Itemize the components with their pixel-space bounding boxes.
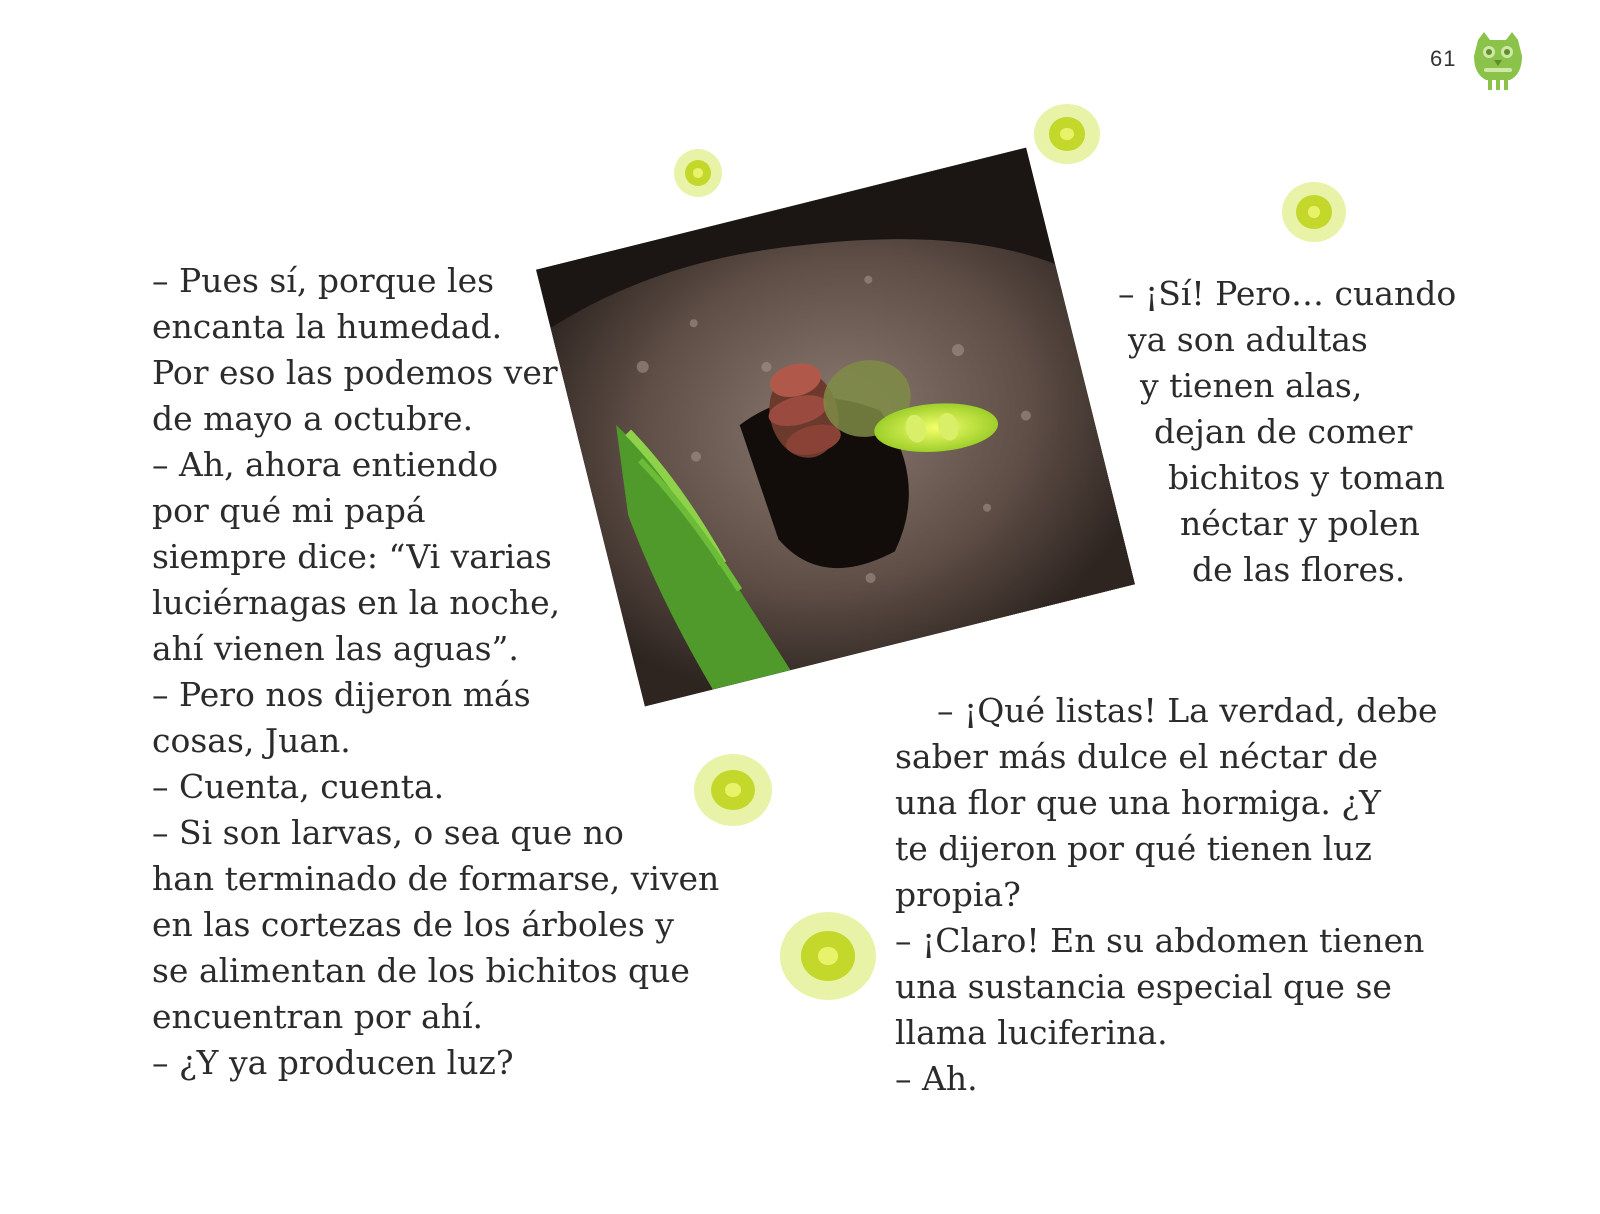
firefly-glow-icon (780, 912, 876, 1000)
text-line: – ¡Claro! En su abdomen tienen (895, 921, 1425, 960)
text-line: cosas, Juan. (152, 721, 351, 760)
text-line: propia? (895, 875, 1021, 914)
text-line: – Ah, ahora entiendo (152, 445, 499, 484)
firefly-glow-icon (1282, 182, 1346, 242)
text-line: – Pues sí, porque les (152, 261, 495, 300)
text-line: una flor que una hormiga. ¿Y (895, 783, 1381, 822)
text-line: ya son adultas (1128, 320, 1368, 359)
left-dialogue-text (152, 258, 719, 1086)
top-right-dialogue-text (1118, 271, 1456, 593)
page-number: 61 (1430, 46, 1457, 71)
text-line: – Pero nos dijeron más (152, 675, 531, 714)
text-line: – ¡Qué listas! La verdad, debe (937, 691, 1438, 730)
text-line: dejan de comer (1154, 412, 1413, 451)
text-line: llama luciferina. (895, 1013, 1168, 1052)
text-line: de mayo a octubre. (152, 399, 474, 438)
text-line: – Cuenta, cuenta. (152, 767, 445, 806)
text-line: – ¿Y ya producen luz? (152, 1043, 514, 1082)
text-line: han terminado de formarse, viven (152, 859, 720, 898)
text-line: bichitos y toman (1168, 458, 1446, 497)
text-line: néctar y polen (1180, 504, 1420, 543)
text-line: de las flores. (1192, 550, 1406, 589)
text-line: siempre dice: “Vi varias (152, 537, 552, 576)
text-line: luciérnagas en la noche, (152, 583, 561, 622)
firefly-glow-icon (674, 149, 722, 197)
text-line: una sustancia especial que se (895, 967, 1392, 1006)
text-line: en las cortezas de los árboles y (152, 905, 674, 944)
text-line: y tienen alas, (1140, 366, 1363, 405)
text-line: – Si son larvas, o sea que no (152, 813, 624, 852)
text-line: te dijeron por qué tienen luz (895, 829, 1372, 868)
text-line: por qué mi papá (152, 491, 426, 530)
bottom-right-dialogue-text (895, 688, 1437, 1102)
text-line: encanta la humedad. (152, 307, 503, 346)
text-line: se alimentan de los bichitos que (152, 951, 690, 990)
text-line: encuentran por ahí. (152, 997, 483, 1036)
text-line: ahí vienen las aguas”. (152, 629, 519, 668)
text-line: saber más dulce el néctar de (895, 737, 1379, 776)
text-line: – Ah. (895, 1059, 978, 1098)
text-line: – ¡Sí! Pero… cuando (1118, 274, 1457, 313)
firefly-glow-icon (1034, 104, 1100, 164)
text-line: Por eso las podemos ver (152, 353, 558, 392)
owl-mascot-icon (1470, 30, 1526, 92)
